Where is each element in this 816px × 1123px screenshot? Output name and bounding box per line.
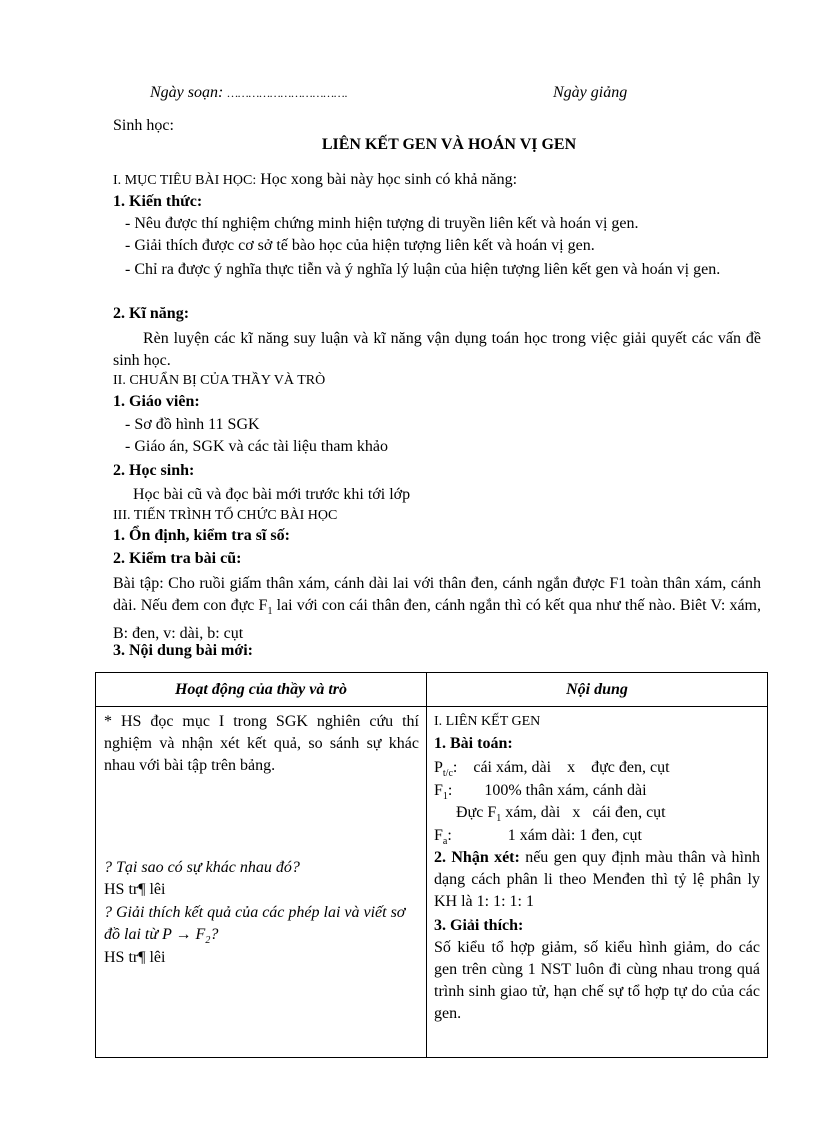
knowledge-item: - Giải thích được cơ sở tế bào học của hiện tượng liên kết và hoán vị gen. [125, 237, 595, 254]
explanation-text: Số kiểu tổ hợp giảm, số kiểu hình giảm, do các gen trên cùng 1 NST luôn đi cùng nhau trong quá trình sinh giao tử, hạn chế sự tổ hợp tự do của các gen. [434, 939, 760, 1022]
page-title: LIÊN KẾT GEN VÀ HOÁN VỊ GEN [321, 136, 577, 153]
section2-heading: II. CHUẨN BỊ CỦA THẦY VÀ TRÒ [113, 373, 326, 388]
cross-f1: $F_1$: 100% thân xám, cánh dài [434, 782, 647, 803]
exercise-text: Bài tập: Cho ruồi giấm thân xám, cánh dài lai với thân đen, cánh ngắn được F1 toàn thân xám, cánh dài. Nếu đem con đực $F_1$ lai với con cái thân đen, cánh ngắn thì có kết qua như thế nào. Biêt V: xám, B: đen, v: dài, b: cụt [113, 575, 761, 643]
teacher-item: - Giáo án, SGK và các tài liệu tham khảo [125, 438, 389, 455]
cross-p: $P_{t/c}$: cái xám, dài x đực đen, cụt [434, 759, 670, 780]
section1-heading-line [113, 171, 517, 189]
step3-title: 3. Nội dung bài mới: [113, 642, 253, 659]
knowledge-item: - Nêu được thí nghiệm chứng minh hiện tượng di truyền liên kết và hoán vị gen. [125, 215, 639, 232]
col-header-activity: Hoạt động của thầy và trò [96, 673, 427, 707]
student-title: 2. Học sinh: [113, 462, 195, 479]
answer-1: HS tr¶ lêi [104, 881, 166, 898]
knowledge-item: - Chỉ ra được ý nghĩa thực tiễn và ý nghĩa lý luận của hiện tượng liên kết gen và hoán vị gen. [125, 261, 721, 278]
activity-cell [96, 707, 427, 1058]
teacher-title: 1. Giáo viên: [113, 393, 200, 410]
problem-title: 1. Bài toán: [434, 735, 513, 752]
section1-heading: I. MỤC TIÊU BÀI HỌC: [113, 173, 257, 188]
lesson-table [95, 672, 768, 1058]
section1-intro: Học xong bài này học sinh có khả năng: [260, 171, 518, 188]
knowledge-title: 1. Kiến thức: [113, 193, 203, 210]
step2-title: 2. Kiểm tra bài cũ: [113, 550, 242, 567]
section3-heading: III. TIẾN TRÌNH TỔ CHỨC BÀI HỌC [113, 508, 338, 523]
ngay-soan-dots: ……………………………. [227, 86, 348, 100]
observation: 2. Nhận xét: nếu gen quy định màu thân và hình dạng cách phân li theo Menđen thì tỷ lệ phân ly KH là 1: 1: 1: 1 [434, 849, 760, 910]
step1-title: 1. Ổn định, kiểm tra sĩ số: [113, 527, 290, 544]
cross-f1-test: Đực $F_1$ xám, dài x cái đen, cụt [456, 804, 666, 825]
question-2: ? Giải thích kết quả của các phép lai và viết sơ đồ lai từ $P \to F_2$? [104, 904, 406, 947]
subject-label: Sinh học: [113, 117, 174, 134]
teacher-item: - Sơ đồ hình 11 SGK [125, 416, 260, 433]
explanation-title: 3. Giải thích: [434, 917, 524, 934]
cross-fa: $F_a$: 1 xám dài: 1 đen, cụt [434, 827, 642, 848]
content-cell [427, 707, 768, 1058]
ngay-soan-label: Ngày soạn: [150, 84, 224, 101]
ngay-soan-line [150, 84, 348, 102]
col-header-content: Nội dung [427, 673, 768, 707]
question-1: ? Tại sao có sự khác nhau đó? [104, 859, 300, 876]
content-heading: I. LIÊN KẾT GEN [434, 714, 541, 729]
answer-2: HS tr¶ lêi [104, 949, 166, 966]
student-text: Học bài cũ và đọc bài mới trước khi tới lớp [133, 486, 411, 503]
skill-text: Rèn luyện các kĩ năng suy luận và kĩ năng vận dụng toán học trong việc giải quyết các vấn đề sinh học. [113, 330, 761, 369]
ngay-giang-label: Ngày giảng [553, 84, 628, 101]
skill-title: 2. Kĩ năng: [113, 305, 190, 322]
activity-paragraph: * HS đọc mục I trong SGK nghiên cứu thí nghiệm và nhận xét kết quả, so sánh sự khác nhau với bài tập trên bảng. [104, 713, 419, 774]
